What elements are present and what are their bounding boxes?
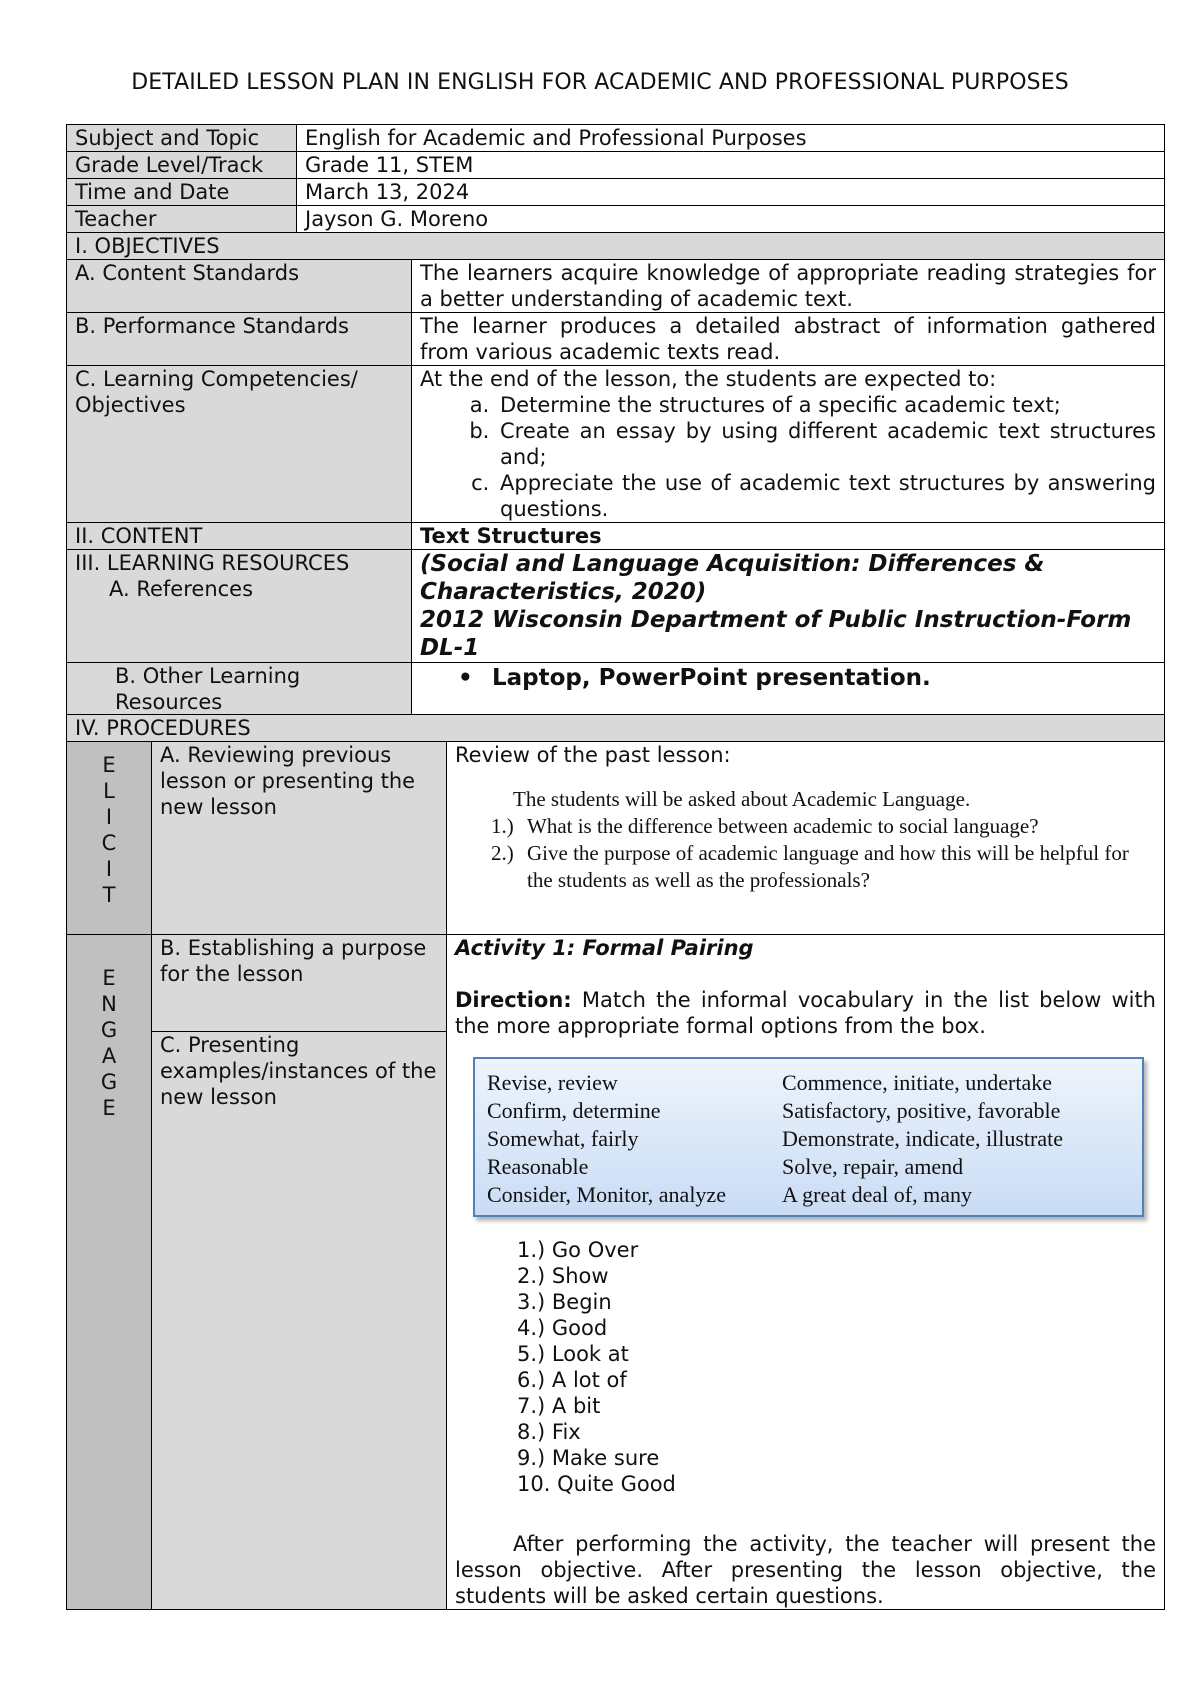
activity-title: Activity 1: Formal Pairing	[455, 936, 754, 960]
matching-items	[455, 1237, 1156, 1497]
vocab-item: A great deal of, many	[782, 1182, 972, 1207]
list-item	[420, 663, 1156, 693]
resources-cell	[67, 549, 412, 662]
content-standards-label: A. Content Standards	[67, 259, 412, 312]
info-table	[66, 124, 1165, 233]
reference-item: 2012 Wisconsin Department of Public Instruction-Form DL-1	[420, 606, 1132, 661]
vocab-item: Confirm, determine	[487, 1098, 661, 1123]
vocab-item: Commence, initiate, undertake	[782, 1070, 1053, 1095]
other-resources-text: Laptop, PowerPoint presentation.	[492, 664, 931, 691]
info-value: Grade 11, STEM	[297, 152, 1165, 179]
objectives-heading: I. OBJECTIVES	[67, 232, 1165, 259]
review-heading: Review of the past lesson:	[455, 743, 731, 767]
info-value: English for Academic and Professional Purposes	[297, 125, 1165, 152]
vocab-item: Solve, repair, amend	[782, 1154, 964, 1179]
elicit-label: E L I C I T	[67, 742, 152, 935]
page-title: DETAILED LESSON PLAN IN ENGLISH FOR ACADEMIC AND PROFESSIONAL PURPOSES	[131, 70, 1069, 95]
steps-bc-cell	[152, 935, 447, 1610]
resources-heading: III. LEARNING RESOURCES	[75, 550, 350, 575]
step-c-label: C. Presenting examples/instances of the new lesson	[160, 1033, 437, 1109]
closing-text: After performing the activity, the teacher will present the lesson objective. After presenting the lesson objective, the students will be asked certain questions.	[455, 1532, 1156, 1608]
list-item: 10. Quite Good	[517, 1472, 676, 1496]
references-label: A. References	[109, 576, 254, 601]
list-item: 6.) A lot of	[517, 1368, 627, 1392]
list-item: 3.) Begin	[517, 1290, 612, 1314]
step-b-label: B. Establishing a purpose for the lesson	[152, 935, 446, 1032]
info-value: March 13, 2024	[297, 179, 1165, 206]
vocab-item: Consider, Monitor, analyze	[487, 1182, 726, 1207]
vocabulary-table	[487, 1069, 1130, 1209]
vocab-item: Revise, review	[487, 1070, 618, 1095]
review-cell	[447, 742, 1165, 935]
content-heading: II. CONTENT	[67, 522, 412, 549]
info-label: Grade Level/Track	[67, 152, 297, 179]
other-resources-label: B. Other Learning Resources	[67, 662, 412, 715]
competencies-intro: At the end of the lesson, the students are expected to:	[420, 366, 997, 391]
review-questions	[455, 813, 1156, 894]
info-label: Subject and Topic	[67, 125, 297, 152]
list-item: a. Determine the structures of a specific academic text;	[496, 392, 1156, 418]
info-value: Jayson G. Moreno	[297, 206, 1165, 233]
list-item: 2.) Give the purpose of academic language and how this will be helpful for the students as well as the professionals?	[491, 841, 1129, 892]
list-item: b. Create an essay by using different academic text structures and;	[496, 418, 1156, 470]
info-label: Time and Date	[67, 179, 297, 206]
info-row	[67, 179, 1165, 206]
list-item: 1.) What is the difference between academic to social language?	[491, 814, 1039, 838]
other-resources-cell	[412, 662, 1165, 715]
list-item: c. Appreciate the use of academic text structures by answering questions.	[496, 470, 1156, 522]
list-item: 7.) A bit	[517, 1394, 601, 1418]
bullet-icon: •	[458, 664, 473, 691]
direction	[455, 987, 1156, 1039]
step-a-label: A. Reviewing previous lesson or presenting the new lesson	[152, 742, 447, 935]
list-item: 8.) Fix	[517, 1420, 581, 1444]
direction-label: Direction:	[455, 988, 572, 1012]
performance-standards-text: The learner produces a detailed abstract of information gathered from various academic texts read.	[412, 312, 1165, 365]
objectives-table	[66, 232, 1165, 716]
list-item: 1.) Go Over	[517, 1238, 639, 1262]
competencies-label: C. Learning Competencies/ Objectives	[67, 365, 412, 522]
vocab-item: Demonstrate, indicate, illustrate	[782, 1126, 1064, 1151]
info-row	[67, 125, 1165, 152]
info-row	[67, 206, 1165, 233]
vocabulary-box	[473, 1057, 1144, 1217]
engage-label: E N G A G E	[67, 935, 152, 1610]
info-row	[67, 152, 1165, 179]
list-item: 2.) Show	[517, 1264, 609, 1288]
reference-item: (Social and Language Acquisition: Differences & Characteristics, 2020)	[420, 550, 1045, 605]
vocab-item: Somewhat, fairly	[487, 1126, 639, 1151]
direction-text: Match the informal vocabulary in the list below with the more appropriate formal options from the box.	[455, 988, 1156, 1038]
references-cell	[412, 549, 1165, 662]
list-item: 5.) Look at	[517, 1342, 629, 1366]
activity-cell	[447, 935, 1165, 1610]
review-intro: The students will be asked about Academic Language.	[513, 787, 971, 811]
performance-standards-label: B. Performance Standards	[67, 312, 412, 365]
procedures-heading: IV. PROCEDURES	[67, 715, 1165, 742]
list-item: 4.) Good	[517, 1316, 608, 1340]
lesson-plan	[66, 124, 1165, 1610]
content-standards-text: The learners acquire knowledge of appropriate reading strategies for a better understanding of academic text.	[412, 259, 1165, 312]
competencies-list	[420, 392, 1156, 522]
vocab-item: Reasonable	[487, 1154, 589, 1179]
procedures-table	[66, 714, 1165, 1610]
competencies-cell	[412, 365, 1165, 522]
info-label: Teacher	[67, 206, 297, 233]
content-value: Text Structures	[412, 522, 1165, 549]
vocab-item: Satisfactory, positive, favorable	[782, 1098, 1061, 1123]
list-item: 9.) Make sure	[517, 1446, 660, 1470]
